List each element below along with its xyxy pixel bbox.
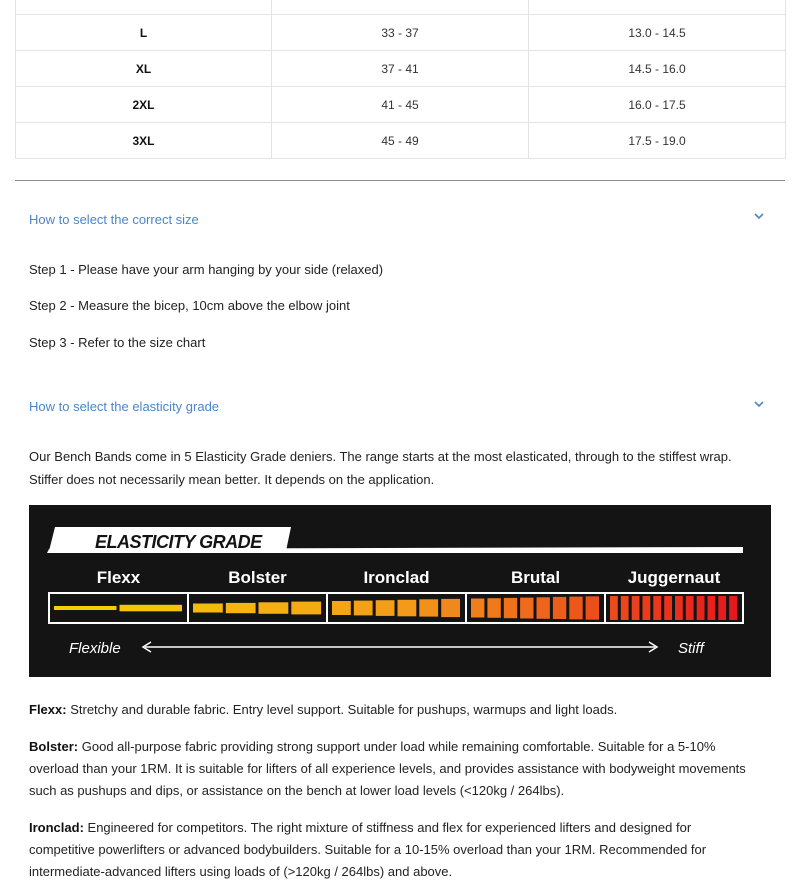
meter-bar xyxy=(708,596,716,620)
size-step-1: Step 1 - Please have your arm hanging by your side (relaxed) xyxy=(29,262,384,277)
elasticity-intro-line-2: Stiffer does not necessarily mean better. It depends on the application. xyxy=(29,472,435,487)
bicep-inch-cell: 45 - 49 xyxy=(272,123,529,159)
meter-bar xyxy=(376,600,395,616)
meter-bar xyxy=(569,597,582,620)
description-text: overload than your 1RM. It is suitable for lifters of all experience levels, and provides assistance with bodyweight movements xyxy=(29,761,746,776)
meter-bar xyxy=(193,604,223,613)
table-row xyxy=(16,51,786,87)
section-divider xyxy=(15,180,785,181)
description-text: intermediate-advanced lifters using loads of (>120kg / 264lbs) and above. xyxy=(29,864,453,879)
table-row xyxy=(16,0,786,15)
meter-bar xyxy=(586,596,599,619)
meter-bar xyxy=(291,602,321,615)
meter-bar xyxy=(419,599,438,616)
bicep-cm-cell: 17.5 - 19.0 xyxy=(529,123,786,159)
meter-bar xyxy=(471,599,484,618)
meter-bar xyxy=(675,596,683,620)
bolster-description xyxy=(29,736,774,802)
size-step-3: Step 3 - Refer to the size chart xyxy=(29,335,206,350)
grade-label: Brutal xyxy=(510,568,561,587)
meter-bar xyxy=(697,596,705,620)
size-cell: L xyxy=(16,15,272,51)
table-row xyxy=(16,123,786,159)
bicep-cm-cell: 14.5 - 16.0 xyxy=(529,51,786,87)
stiff-label: Stiff xyxy=(678,640,704,657)
table-cell xyxy=(16,0,272,15)
meter-bar xyxy=(718,596,726,620)
meter-bar xyxy=(653,596,661,620)
description-text: Good all-purpose fabric providing strong support under load while remaining comfortable. Suitable for a 5-10% xyxy=(81,739,716,754)
size-step-2: Step 2 - Measure the bicep, 10cm above the elbow joint xyxy=(29,298,350,313)
meter-bar xyxy=(729,596,737,620)
meter-bar xyxy=(120,605,183,612)
table-row xyxy=(16,87,786,123)
meter-bar xyxy=(686,596,694,620)
accordion-elasticity-toggle[interactable]: How to select the elasticity grade xyxy=(29,399,220,414)
accordion-size-toggle[interactable]: How to select the correct size xyxy=(29,212,199,227)
flexible-label: Flexible xyxy=(69,640,121,657)
size-chart-table xyxy=(15,0,786,159)
grade-label: Juggernaut xyxy=(627,568,721,587)
size-cell: 2XL xyxy=(16,87,272,123)
meter-bar xyxy=(354,601,373,616)
grade-name: Flexx: xyxy=(29,702,67,717)
grade-label: Ironclad xyxy=(363,568,430,587)
meter-bar xyxy=(332,601,351,615)
meter-bar xyxy=(520,598,533,619)
meter-bar xyxy=(621,596,629,620)
description-text: Engineered for competitors. The right mixture of stiffness and flex for experienced lifters and designed for xyxy=(87,820,692,835)
bicep-inch-cell: 33 - 37 xyxy=(272,15,529,51)
bicep-inch-cell: 37 - 41 xyxy=(272,51,529,87)
size-cell: 3XL xyxy=(16,123,272,159)
ironclad-description xyxy=(29,817,774,883)
grade-name: Ironclad: xyxy=(29,820,84,835)
grade-label: Flexx xyxy=(96,568,141,587)
meter-bar xyxy=(487,598,500,618)
elasticity-grade-graphic xyxy=(29,505,771,677)
size-cell: XL xyxy=(16,51,272,87)
description-text: competitive powerlifters or advanced bodybuilders. Suitable for a 10-15% overload than your 1RM. Recommended for xyxy=(29,842,707,857)
grade-name: Bolster: xyxy=(29,739,79,754)
table-row xyxy=(16,15,786,51)
meter-bar xyxy=(610,596,618,620)
grade-label: Bolster xyxy=(228,568,287,587)
elasticity-grade-image xyxy=(29,505,771,677)
chevron-down-icon[interactable] xyxy=(752,211,766,221)
description-text: such as pushups and dips, or assistance on the bench at lower load levels (<120kg / 264lbs). xyxy=(29,783,565,798)
meter-bar xyxy=(537,597,550,619)
meter-bar xyxy=(441,599,460,617)
bicep-cm-cell: 16.0 - 17.5 xyxy=(529,87,786,123)
bicep-cm-cell: 13.0 - 14.5 xyxy=(529,15,786,51)
description-text: Stretchy and durable fabric. Entry level support. Suitable for pushups, warmups and light loads. xyxy=(70,702,618,717)
meter-bar xyxy=(632,596,640,620)
flexx-description xyxy=(29,699,774,721)
meter-bar xyxy=(226,603,256,613)
meter-bar xyxy=(664,596,672,620)
elasticity-intro-line-1: Our Bench Bands come in 5 Elasticity Grade deniers. The range starts at the most elasticated, through to the stiffest wrap. xyxy=(29,449,732,464)
meter-bar xyxy=(259,602,289,614)
chevron-down-icon[interactable] xyxy=(752,399,766,409)
graphic-heading: ELASTICITY GRADE xyxy=(95,532,262,552)
meter-bar xyxy=(553,597,566,619)
meter-bar xyxy=(643,596,651,620)
meter-bar xyxy=(398,600,417,617)
bicep-inch-cell: 41 - 45 xyxy=(272,87,529,123)
meter-bar xyxy=(504,598,517,618)
table-cell xyxy=(272,0,529,15)
table-cell xyxy=(529,0,786,15)
meter-bar xyxy=(54,606,117,610)
